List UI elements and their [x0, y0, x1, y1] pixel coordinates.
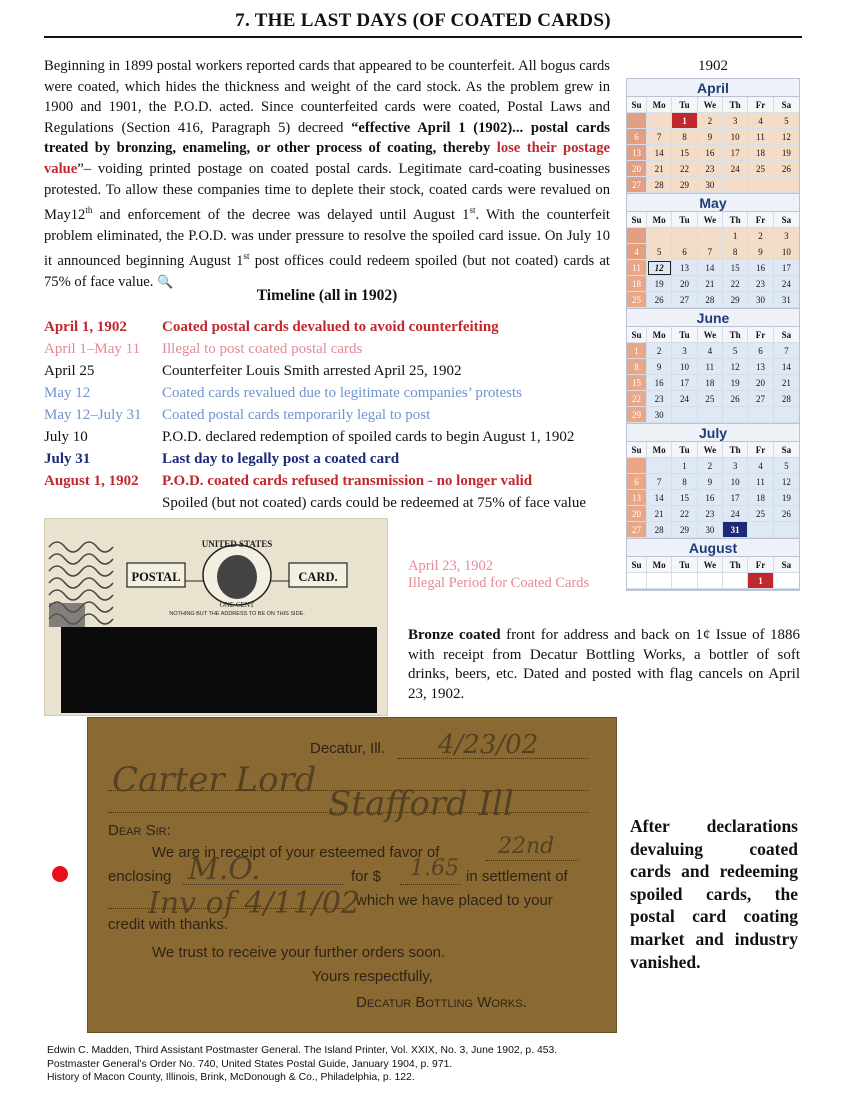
calendar-day: 8: [723, 244, 748, 260]
calendar-weekday: We: [698, 97, 723, 113]
intro-text-3: and enforcement of the decree was delayed until August 1: [92, 207, 470, 224]
caption-date: April 23, 1902: [408, 558, 493, 574]
calendar-day: 20: [672, 276, 697, 292]
calendar-day: 4: [748, 113, 773, 129]
calendar-day: 13: [627, 490, 647, 506]
timeline-date: April 1–May 11: [44, 341, 141, 357]
calendar-day: 14: [774, 359, 799, 375]
calendar-day: 20: [627, 161, 647, 177]
calendar-day: [774, 177, 799, 193]
timeline-date: July 31: [44, 451, 91, 467]
timeline-date: May 12: [44, 385, 91, 401]
calendar-day: 23: [698, 506, 723, 522]
calendar-weekday: Sa: [774, 442, 799, 458]
intro-text-5: post offices could redeem spoiled (but not coated) cards at 75% of face value.: [44, 253, 610, 290]
calendar-day: 1: [748, 573, 773, 589]
handwritten-name: Carter Lord: [112, 760, 317, 800]
calendar-day: 12: [647, 260, 672, 276]
illegal-period-caption: [408, 558, 608, 592]
calendar-day: 22: [627, 391, 647, 407]
calendar-day: 13: [627, 145, 647, 161]
calendar-day: [723, 177, 748, 193]
calendar-day: 7: [647, 129, 672, 145]
calendar-day: 1: [672, 113, 697, 129]
calendar-day: 20: [627, 506, 647, 522]
calendar-day: [698, 407, 723, 423]
calendar-day: [627, 228, 647, 244]
calendar-weekday: We: [698, 327, 723, 343]
svg-text:CARD.: CARD.: [298, 570, 338, 584]
references: [47, 1044, 807, 1085]
calendar-day: 28: [698, 292, 723, 308]
calendar-day: 5: [774, 458, 799, 474]
calendar-month-april: [627, 79, 799, 194]
timeline-event: Coated postal cards devalued to avoid counterfeiting: [162, 319, 499, 335]
calendar-day: 3: [723, 113, 748, 129]
red-marker-dot: [52, 866, 68, 882]
intro-quote-red: lose their postage value: [44, 140, 610, 177]
calendar-weekday: Tu: [672, 97, 697, 113]
calendar-day: [672, 573, 697, 589]
calendar-day: 8: [672, 129, 697, 145]
calendar-day: 3: [723, 458, 748, 474]
timeline: [44, 316, 614, 514]
calendar-day: 12: [723, 359, 748, 375]
calendar-weekday: Th: [723, 212, 748, 228]
sidebar-conclusion: After declarations devaluing coated cards and redeeming spoiled cards, the postal card coating market and industry vanished.: [630, 816, 798, 972]
calendar-month-name: April: [627, 79, 799, 97]
calendar-day: 19: [647, 276, 672, 292]
calendar-day: 27: [672, 292, 697, 308]
sup-st-1: st: [469, 205, 476, 216]
calendar-weekday: Sa: [774, 212, 799, 228]
timeline-extra: Spoiled (but not coated) cards could be redeemed at 75% of face value: [162, 495, 586, 511]
calendar-day: 16: [748, 260, 773, 276]
calendar-weekday: Tu: [672, 557, 697, 573]
calendar-weekday: Sa: [774, 97, 799, 113]
calendar-day: 7: [774, 343, 799, 359]
postal-card-front: [44, 518, 388, 716]
bronze-coated-description: [408, 626, 800, 704]
calendar-day: 26: [647, 292, 672, 308]
calendar-day: 4: [698, 343, 723, 359]
timeline-row: [44, 382, 614, 404]
calendar-day: [774, 522, 799, 538]
calendar-day: 2: [748, 228, 773, 244]
calendar-day: 31: [774, 292, 799, 308]
calendar-day: 27: [748, 391, 773, 407]
calendar-day: 5: [723, 343, 748, 359]
calendar-day: 21: [774, 375, 799, 391]
calendar-weekday: Su: [627, 557, 647, 573]
calendar-day: 24: [774, 276, 799, 292]
calendar-day: 29: [672, 522, 697, 538]
intro-text-2: ”– voiding printed postage on coated postal cards. Legitimate card-coating businesses protested. To allow these companies time to deplete their stock, coated cards were revalued on May12: [44, 160, 610, 224]
calendar-day: 5: [774, 113, 799, 129]
calendar-day: [774, 573, 799, 589]
calendar-weekday: Su: [627, 97, 647, 113]
calendar-day: 28: [774, 391, 799, 407]
sup-th: th: [85, 205, 93, 216]
calendar-day: [748, 522, 773, 538]
calendar-day: 16: [647, 375, 672, 391]
calendar-day: 12: [774, 129, 799, 145]
calendar-month-june: [627, 309, 799, 424]
calendar-day: [627, 458, 647, 474]
calendar-weekday: Mo: [647, 557, 672, 573]
receipt-trust: We trust to receive your further orders soon.: [152, 944, 446, 961]
calendar-day: 18: [748, 490, 773, 506]
calendar-day: 14: [698, 260, 723, 276]
svg-text:POSTAL: POSTAL: [131, 570, 181, 584]
calendar-day: 28: [647, 177, 672, 193]
calendar-day: 3: [774, 228, 799, 244]
calendar-day: 19: [723, 375, 748, 391]
calendar-day: 27: [627, 522, 647, 538]
calendar-day: 11: [698, 359, 723, 375]
calendar-day: 17: [723, 490, 748, 506]
calendar-day: 9: [748, 244, 773, 260]
handwritten-town: Stafford Ill: [328, 784, 514, 824]
receipt-settlement: in settlement of: [466, 868, 568, 885]
calendar-weekday: Th: [723, 442, 748, 458]
calendar-weekday: Su: [627, 442, 647, 458]
calendar-day: 16: [698, 490, 723, 506]
calendar-day: [672, 407, 697, 423]
calendar-day: 15: [672, 145, 697, 161]
receipt-for: for $: [351, 868, 382, 885]
calendar-weekday: Su: [627, 327, 647, 343]
calendar-day: 30: [698, 522, 723, 538]
calendar-day: [672, 228, 697, 244]
timeline-heading: Timeline (all in 1902): [256, 287, 398, 304]
calendar-day: 18: [748, 145, 773, 161]
timeline-event: P.O.D. coated cards refused transmission - no longer valid: [162, 473, 533, 489]
desc-bold: Bronze coated: [408, 627, 501, 643]
calendar-day: [627, 113, 647, 129]
timeline-row: [44, 448, 614, 470]
receipt-enclosing: enclosing: [108, 868, 172, 885]
calendar-weekday: Tu: [672, 327, 697, 343]
calendar-day: 26: [774, 506, 799, 522]
calendar-day: 11: [748, 474, 773, 490]
calendar-weekday: Mo: [647, 327, 672, 343]
calendar-day: [647, 228, 672, 244]
calendar-weekday: We: [698, 212, 723, 228]
calendar-day: 16: [698, 145, 723, 161]
calendar-day: 7: [698, 244, 723, 260]
timeline-date: July 10: [44, 429, 88, 445]
calendar-day: [647, 573, 672, 589]
timeline-row: [44, 338, 614, 360]
calendar-day: 26: [723, 391, 748, 407]
calendar-day: 17: [672, 375, 697, 391]
calendar-weekday: Mo: [647, 97, 672, 113]
calendar-month-name: July: [627, 424, 799, 442]
calendar-day: 10: [723, 129, 748, 145]
timeline-row: [44, 404, 614, 426]
calendar-month-name: August: [627, 539, 799, 557]
receipt-card-back: [87, 717, 617, 1033]
calendar-day: 21: [698, 276, 723, 292]
calendar-day: 7: [647, 474, 672, 490]
reference-line: History of Macon County, Illinois, Brink, McDonough & Co., Philadelphia, p. 122.: [47, 1072, 415, 1084]
calendar-weekday: Tu: [672, 442, 697, 458]
calendar-month-name: May: [627, 194, 799, 212]
svg-text:NOTHING BUT THE ADDRESS TO BE: NOTHING BUT THE ADDRESS TO BE ON THIS SIDE.: [169, 611, 305, 617]
magnifier-icon: 🔍: [157, 273, 174, 289]
calendar-day: 1: [723, 228, 748, 244]
calendar-day: 3: [672, 343, 697, 359]
calendar-weekday: Th: [723, 97, 748, 113]
calendar-day: 25: [698, 391, 723, 407]
calendar-weekday: Tu: [672, 212, 697, 228]
calendar-day: 23: [647, 391, 672, 407]
timeline-event: Counterfeiter Louis Smith arrested April 25, 1902: [162, 363, 462, 379]
calendar-day: 22: [672, 161, 697, 177]
calendar-day: 12: [774, 474, 799, 490]
timeline-event: Coated cards revalued due to legitimate companies’ protests: [162, 385, 523, 401]
calendar-1902: [626, 78, 800, 591]
calendar-month-july: [627, 424, 799, 539]
intro-text-1: Beginning in 1899 postal workers reported cards that appeared to be counterfeit. All bogus cards were coated, which hides the thickness and weight of the card stock. As the problem grew in 1900 and 1901, the P.O.D. acted. Since counterfeited cards were coated, Postal Laws and Regulations (Section 416, Paragraph 5) decreed: [44, 58, 610, 136]
calendar-day: 22: [672, 506, 697, 522]
timeline-date: April 1, 1902: [44, 319, 127, 335]
calendar-day: [723, 407, 748, 423]
calendar-day: 29: [627, 407, 647, 423]
handwritten-amount: 22nd: [498, 834, 555, 859]
intro-quote-text: “effective April 1 (1902)... postal cards treated by bronzing, enameling, or other process of coating, thereby: [44, 119, 610, 157]
calendar-weekday: Su: [627, 212, 647, 228]
title-rule: [44, 36, 802, 38]
calendar-day: 21: [647, 506, 672, 522]
calendar-day: 6: [748, 343, 773, 359]
sup-st-2: st: [243, 251, 250, 262]
calendar-day: 14: [647, 490, 672, 506]
jefferson-portrait-icon: [217, 555, 257, 599]
calendar-weekday: Fr: [748, 557, 773, 573]
calendar-day: 13: [748, 359, 773, 375]
calendar-day: 23: [748, 276, 773, 292]
calendar-day: 9: [647, 359, 672, 375]
calendar-weekday: We: [698, 442, 723, 458]
calendar-day: 30: [698, 177, 723, 193]
calendar-day: 18: [698, 375, 723, 391]
calendar-day: 30: [647, 407, 672, 423]
calendar-day: 13: [672, 260, 697, 276]
calendar-day: 25: [748, 506, 773, 522]
calendar-day: 24: [723, 506, 748, 522]
calendar-day: 26: [774, 161, 799, 177]
calendar-month-may: [627, 194, 799, 309]
calendar-day: 4: [627, 244, 647, 260]
calendar-day: 20: [748, 375, 773, 391]
receipt-yours: Yours respectfully,: [312, 968, 433, 985]
calendar-day: 25: [748, 161, 773, 177]
handwritten-inv: Inv of 4/11/02: [148, 886, 361, 921]
receipt-line-1: We are in receipt of your esteemed favor of: [152, 844, 440, 861]
intro-text-4: . With the counterfeit problem eliminated, the P.O.D. was under pressure to resolve the spoiled card issue. On July 10 it announced beginning August 1: [44, 207, 610, 270]
flag-cancel: [49, 603, 85, 627]
calendar-day: 6: [627, 129, 647, 145]
intro-paragraph: [44, 56, 610, 292]
timeline-event: Illegal to post coated postal cards: [162, 341, 363, 357]
timeline-event: Coated postal cards temporarily legal to post: [162, 407, 431, 423]
calendar-weekday: Mo: [647, 212, 672, 228]
calendar-day: [723, 573, 748, 589]
calendar-day: 2: [698, 113, 723, 129]
calendar-day: 9: [698, 474, 723, 490]
timeline-date: May 12–July 31: [44, 407, 142, 423]
page-title: 7. THE LAST DAYS (OF COATED CARDS): [235, 10, 611, 31]
timeline-row: [44, 316, 614, 338]
timeline-event: P.O.D. declared redemption of spoiled cards to begin August 1, 1902: [162, 429, 575, 445]
calendar-day: 10: [723, 474, 748, 490]
calendar-year: 1902: [698, 58, 728, 74]
caption-text: Illegal Period for Coated Cards: [408, 575, 590, 591]
reference-line: Edwin C. Madden, Third Assistant Postmaster General. The Island Printer, Vol. XXIX, No. 3, June 1902, p. 453.: [47, 1045, 558, 1056]
calendar-day: 19: [774, 490, 799, 506]
calendar-day: 6: [627, 474, 647, 490]
calendar-day: [748, 177, 773, 193]
calendar-weekday: Fr: [748, 442, 773, 458]
calendar-day: 2: [647, 343, 672, 359]
calendar-day: [647, 458, 672, 474]
calendar-day: 11: [748, 129, 773, 145]
calendar-day: [627, 573, 647, 589]
timeline-row: [44, 426, 614, 448]
handwritten-mo: M.O.: [188, 852, 261, 887]
calendar-day: [774, 407, 799, 423]
calendar-day: 21: [647, 161, 672, 177]
calendar-day: 29: [672, 177, 697, 193]
calendar-day: 6: [672, 244, 697, 260]
calendar-weekday: Fr: [748, 212, 773, 228]
calendar-day: 10: [774, 244, 799, 260]
receipt-signature: Decatur Bottling Works.: [356, 994, 527, 1011]
calendar-day: 9: [698, 129, 723, 145]
calendar-weekday: Sa: [774, 327, 799, 343]
calendar-day: 2: [698, 458, 723, 474]
calendar-day: 18: [627, 276, 647, 292]
redacted-address: [61, 627, 377, 713]
calendar-day: 15: [723, 260, 748, 276]
calendar-day: 4: [748, 458, 773, 474]
calendar-day: 8: [672, 474, 697, 490]
calendar-day: 15: [672, 490, 697, 506]
calendar-day: [647, 113, 672, 129]
calendar-day: 30: [748, 292, 773, 308]
svg-text:UNITED STATES: UNITED STATES: [201, 539, 273, 549]
calendar-day: 17: [774, 260, 799, 276]
calendar-day: 19: [774, 145, 799, 161]
svg-text:ONE CENT: ONE CENT: [219, 601, 255, 609]
calendar-month-august: [627, 539, 799, 590]
calendar-day: 17: [723, 145, 748, 161]
calendar-weekday: Th: [723, 327, 748, 343]
calendar-day: 1: [627, 343, 647, 359]
desc-rest: front for address and back on 1¢ Issue of 1886 with receipt from Decatur Bottling Works, a bottler of soft drinks, beers, etc. Dated and posted with flag cancels on April 23, 1902.: [408, 627, 801, 702]
calendar-day: 29: [723, 292, 748, 308]
handwritten-date: 4/23/02: [438, 730, 539, 760]
timeline-row: [44, 470, 614, 492]
calendar-day: 31: [723, 522, 748, 538]
handwritten-price: 1.65: [410, 856, 459, 881]
calendar-day: 28: [647, 522, 672, 538]
calendar-day: 8: [627, 359, 647, 375]
calendar-day: 1: [672, 458, 697, 474]
receipt-placed: which we have placed to your: [356, 892, 553, 909]
calendar-weekday: Fr: [748, 327, 773, 343]
calendar-day: 14: [647, 145, 672, 161]
calendar-day: 15: [627, 375, 647, 391]
reference-line: Postmaster General’s Order No. 740, United States Postal Guide, January 1904, p. 971.: [47, 1058, 453, 1070]
calendar-day: 27: [627, 177, 647, 193]
receipt-credit: credit with thanks.: [108, 916, 229, 933]
calendar-day: [698, 573, 723, 589]
calendar-month-name: June: [627, 309, 799, 327]
calendar-day: [748, 407, 773, 423]
calendar-day: 5: [647, 244, 672, 260]
calendar-day: 24: [672, 391, 697, 407]
receipt-place: Decatur, Ill.: [310, 740, 386, 757]
timeline-event: Last day to legally post a coated card: [162, 451, 400, 467]
timeline-row: [44, 360, 614, 382]
calendar-weekday: We: [698, 557, 723, 573]
calendar-day: 23: [698, 161, 723, 177]
calendar-weekday: Sa: [774, 557, 799, 573]
calendar-weekday: Fr: [748, 97, 773, 113]
timeline-date: August 1, 1902: [44, 473, 139, 489]
calendar-day: 24: [723, 161, 748, 177]
calendar-day: 10: [672, 359, 697, 375]
calendar-weekday: Th: [723, 557, 748, 573]
calendar-weekday: Mo: [647, 442, 672, 458]
receipt-salutation: Dear Sir:: [108, 822, 171, 839]
calendar-day: 11: [627, 260, 647, 276]
timeline-date: April 25: [44, 363, 95, 379]
calendar-day: 22: [723, 276, 748, 292]
calendar-day: [698, 228, 723, 244]
calendar-day: 25: [627, 292, 647, 308]
